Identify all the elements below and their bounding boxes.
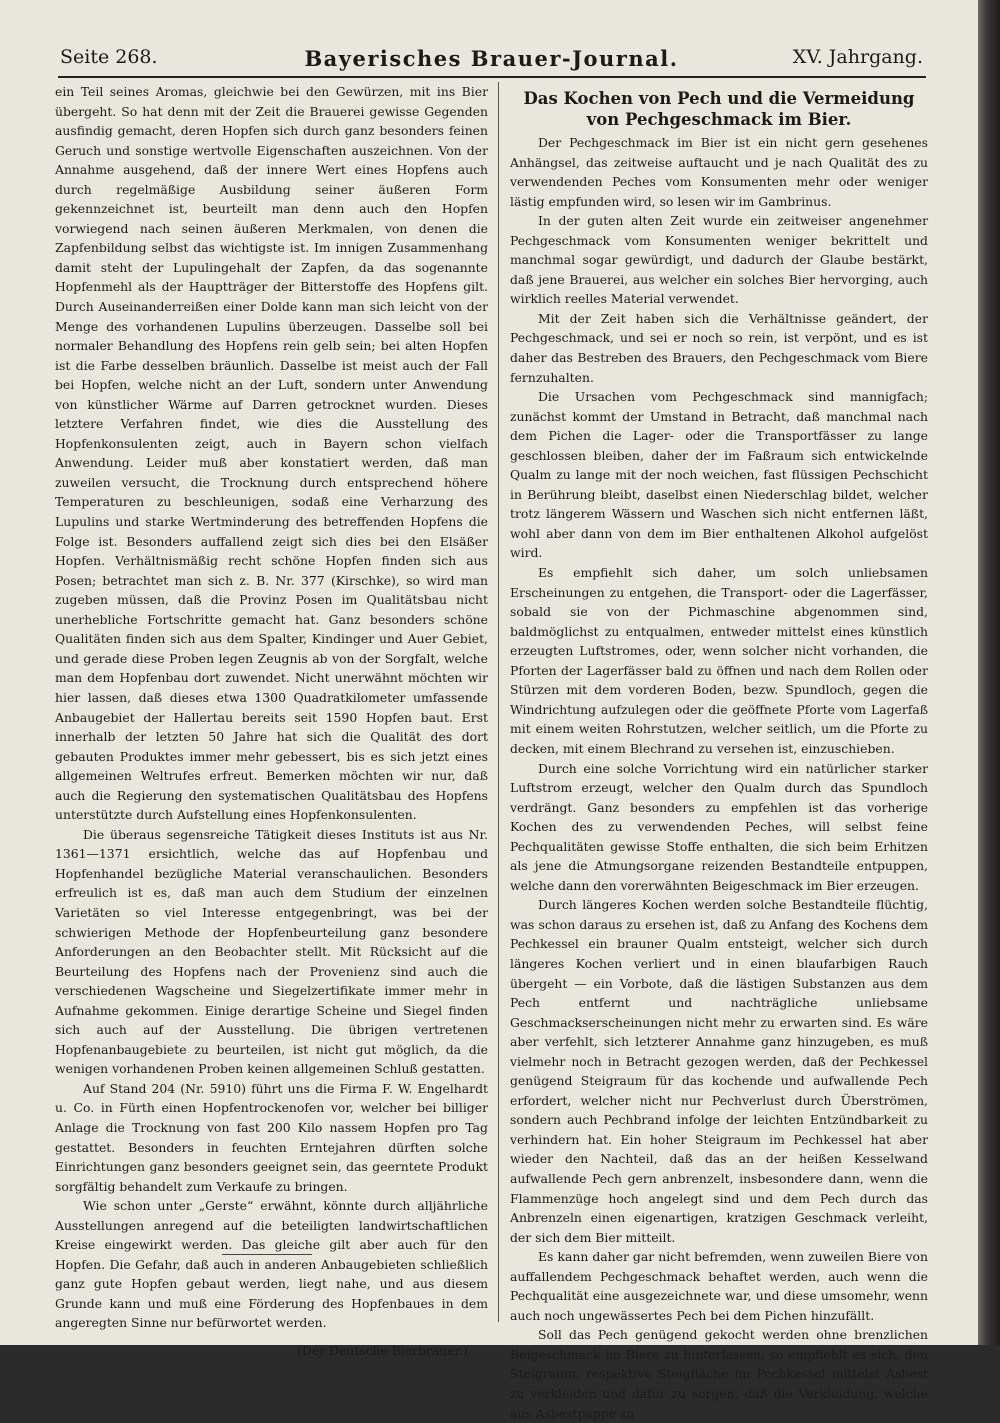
source-attribution: (Der Deutsche Bierbrauer.) [297, 1343, 468, 1358]
right-paragraph: Es kann daher gar nicht befremden, wenn zuweilen Biere von auffallendem Pechgeschmack behaftet werden, auch wenn die Pechqualität eine ausgezeichnete war, und diese umsomehr, wenn auch noch ungewässertes Pech bei dem Pichen hinzufällt. [510, 1249, 928, 1323]
right-paragraph: Es empfiehlt sich daher, um solch unliebsamen Erscheinungen zu entgehen, die Transport- oder die Lagerfässer, sobald sie von der Pichmaschine abgenommen sind, baldmöglichst zu entqualmen, entweder mittelst eines künstlich erzeugten Luftstromes, oder, wenn solcher nicht vorhanden, die Pforten der Lagerfässer bald zu öffnen und nach dem Rollen oder Stürzen mit dem vorderen Boden, bezw. Spundloch, gegen die Windrichtung aufzulegen oder die geöffnete Pforte vom Lagerfaß mit einem weiten Rohrstutzen, welcher seitlich, um die Pforte zu decken, mit einem Blechrand zu versehen ist, einzuschieben. [510, 565, 928, 756]
left-column [55, 82, 488, 1361]
left-paragraph: Die überaus segensreiche Tätigkeit dieses Instituts ist aus Nr. 1361—1371 ersichtlich, welche das auf Hopfenbau und Hopfenhandel bezügliche Material veranschaulichen. Besonders erfreulich ist es, daß man auch dem Studium der einzelnen Varietäten so viel Interesse entgegenbringt, was bei der schwierigen Methode der Hopfenbeurteilung ganz besondere Anforderungen an den Beobachter stellt. Mit Rücksicht auf die Beurteilung des Hopfens nach der Provenienz sind auch die verschiedenen Wagscheine und Siegelzertifikate immer mehr in Aufnahme gekommen. Einige derartige Scheine und Siegel finden sich auch auf der Ausstellung. Die übrigen vertretenen Hopfenanbaugebiete zu beurteilen, ist nicht gut möglich, da die wenigen vorhandenen Proben keinen allgemeinen Schluß gestatten. [55, 826, 488, 1077]
column-divider [498, 82, 499, 1322]
header-rule [58, 76, 926, 78]
left-paragraph: Auf Stand 204 (Nr. 5910) führt uns die Firma F. W. Engelhardt u. Co. in Fürth einen Hopfentrockenofen vor, welcher bei billiger Anlage die Trocknung von fast 200 Kilo nassem Hopfen pro Tag gestattet. Besonders in feuchten Erntejahren dürften solche Einrichtungen ganz besonders geeignet sein, das geerntete Produkt sorgfältig behandelt zum Verkaufe zu bringen. [55, 1080, 488, 1194]
right-paragraph: Mit der Zeit haben sich die Verhältnisse geändert, der Pechgeschmack, und sei er noch so rein, ist verpönt, und es ist daher das Bestreben des Brauers, den Pechgeschmack vom Biere fernzuhalten. [510, 310, 928, 385]
end-rule [222, 1254, 312, 1255]
left-paragraph: Wie schon unter „Gerste“ erwähnt, könnte durch alljährliche Ausstellungen anregend auf die beteiligten landwirtschaftlichen Kreise eingewirkt werden. Das gleiche gilt aber auch für den Hopfen. Die Gefahr, daß auch in anderen Anbaugebieten schließlich ganz gute Hopfen gebaut werden, liegt nahe, und aus diesem Grunde kann und muß eine Förderung des Hopfenbaues in dem angeregten Sinne nur befürwortet werden. [55, 1198, 488, 1331]
volume-label: XV. Jahrgang. [792, 46, 923, 68]
page-number: Seite 268. [60, 46, 158, 68]
page-header [60, 42, 923, 76]
right-column [510, 82, 928, 1423]
page-edge-shadow [978, 0, 1000, 1345]
right-paragraph: Die Ursachen vom Pechgeschmack sind mannigfach; zunächst kommt der Umstand in Betracht, daß manchmal nach dem Pichen die Lager- oder die Transportfässer zu lange geschlossen bleiben, daher der im Faßraum sich entwickelnde Qualm zu lange mit der noch weichen, fast flüssigen Pechschicht in Berührung bleibt, daselbst einen Niederschlag bildet, welcher trotz längerem Wässern und Waschen sich nicht entfernen läßt, wohl aber dann von dem im Bier enthaltenen Alkohol aufgelöst wird. [510, 389, 928, 561]
right-paragraph: Soll das Pech genügend gekocht werden ohne brenzlichen Beigeschmack im Biere zu hinterlassen, so empfiehlt es sich, den Steigraum, respektive Steigfläche im Pechkessel mittelst Asbest zu verkleiden und dafür zu sorgen, daß die Verkleidung, welche aus Asbestpappe zu [510, 1327, 928, 1421]
left-paragraph: ein Teil seines Aromas, gleichwie bei den Gewürzen, mit ins Bier übergeht. So hat denn mit der Zeit die Brauerei gewisse Gegenden ausfindig gemacht, deren Hopfen sich durch ganz besonders feinen Geruch und sonstige wertvolle Eigenschaften auszeichnen. Von der Annahme ausgehend, daß der innere Wert eines Hopfens auch durch regelmäßige Ausbildung seiner äußeren Form gekennzeichnet ist, beurteilt man denn auch den Hopfen vorwiegend nach seinen äußeren Merkmalen, von denen die Zapfenbildung selbst das wichtigste ist. Im innigen Zusammenhang damit steht der Lupulingehalt der Zapfen, da das sogenannte Hopfenmehl als der Hauptträger der Bitterstoffe des Hopfens gilt. Durch Auseinanderreißen einer Dolde kann man sich leicht von der Menge des vorhandenen Lupulins überzeugen. Dasselbe soll bei normaler Behandlung des Hopfens rein gelb sein; bei alten Hopfen ist die Farbe desselben bräunlich. Dasselbe ist meist auch der Fall bei Hopfen, welche nicht an der Luft, sondern unter Anwendung von künstlicher Wärme auf Darren getrocknet wurden. Dieses letztere Verfahren findet, wie dies die Ausstellung des Hopfenkonsulenten zeigt, auch in Bayern schon vielfach Anwendung. Leider muß aber konstatiert werden, daß man zuweilen versucht, die Trocknung durch entsprechend höhere Temperaturen zu beschleunigen, sodaß eine Verharzung des Lupulins und starke Wertminderung des betreffenden Hopfens die Folge ist. Besonders auffallend zeigt sich dies bei den Elsäßer Hopfen. Verhältnismäßig recht schöne Hopfen finden sich aus Posen; betrachtet man sich z. B. Nr. 377 (Kirschke), so wird man zugeben müssen, daß die Provinz Posen im Qualitätsbau nicht unerhebliche Fortschritte gemacht hat. Ganz besonders schöne Qualitäten finden sich aus dem Spalter, Kindinger und Auer Gebiet, und gerade diese Proben legen Zeugnis ab von der Sorgfalt, welche man dem Hopfenbau dort zuwendet. Nicht unerwähnt möchten wir hier lassen, daß dieses etwa 1300 Quadratkilometer umfassende Anbaugebiet der Hallertau bereits seit 1590 Hopfen baut. Erst innerhalb der letzten 50 Jahre hat sich die Qualität des dort gebauten Produktes immer mehr gebessert, bis es sich jetzt eines allgemeinen Weltrufes erfreut. Bemerken möchten wir nur, daß auch die Regierung den systematischen Qualitätsbau des Hopfens unterstützte durch Aufstellung eines Hopfenkonsulenten. [55, 84, 488, 823]
article-title: Das Kochen von Pech und die Vermeidung von Pechgeschmack im Bier. [523, 89, 915, 129]
journal-title: Bayerisches Brauer-Journal. [304, 46, 679, 71]
right-paragraph: Durch eine solche Vorrichtung wird ein natürlicher starker Luftstrom erzeugt, welcher den Qualm durch das Spundloch verdrängt. Ganz besonders zu empfehlen ist das vorherige Kochen des zu verwendenden Peches, will selbst feine Pechqualitäten gewisse Stoffe enthalten, die sich beim Erhitzen als jene die Atmungsorgane reizenden Bestandteile entpuppen, welche dann den vorerwähnten Beigeschmack im Bier erzeugen. [510, 760, 928, 893]
right-paragraph: Durch längeres Kochen werden solche Bestandteile flüchtig, was schon daraus zu ersehen ist, daß zu Anfang des Kochens dem Pechkessel ein brauner Qualm entsteigt, welcher sich durch längeres Kochen verliert und in einen blaufarbigen Rauch übergeht — ein Vorbote, daß die lästigen Substanzen aus dem Pech entfernt und nachträgliche unliebsame Geschmackserscheinungen nicht mehr zu erwarten sind. Es wäre aber verfehlt, sich letzterer Annahme ganz hinzugeben, es muß vielmehr noch in Betracht gezogen werden, daß der Pechkessel genügend Steigraum für das kochende und aufwallende Pech erfordert, welcher nicht nur Pechverlust durch Überströmen, sondern auch Pechbrand infolge der leichten Entzündbarkeit zu verhindern hat. Ein hoher Steigraum im Pechkessel hat aber wieder den Nachteil, daß das an der heißen Kesselwand aufwallende Pech gern anbrenzelt, insbesondere dann, wenn die Flammenzüge hoch angelegt sind und dem Pech durch das Anbrenzeln einen eigenartigen, kratzigen Geschmack verleiht, der sich dem Bier mitteilt. [510, 897, 928, 1245]
right-paragraph: Der Pechgeschmack im Bier ist ein nicht gern gesehenes Anhängsel, das zeitweise auftaucht und je nach Qualität des zu verwendenden Peches vom Konsumenten mehr oder weniger lästig empfunden wird, so lesen wir im Gambrinus. [510, 135, 928, 209]
right-paragraph: In der guten alten Zeit wurde ein zeitweiser angenehmer Pechgeschmack vom Konsumenten weniger bekrittelt und manchmal sogar gewürdigt, und dadurch der Glaube bestärkt, daß jene Brauerei, aus welcher ein solches Bier hervorging, auch wirklich reelles Material verwendet. [510, 213, 928, 307]
